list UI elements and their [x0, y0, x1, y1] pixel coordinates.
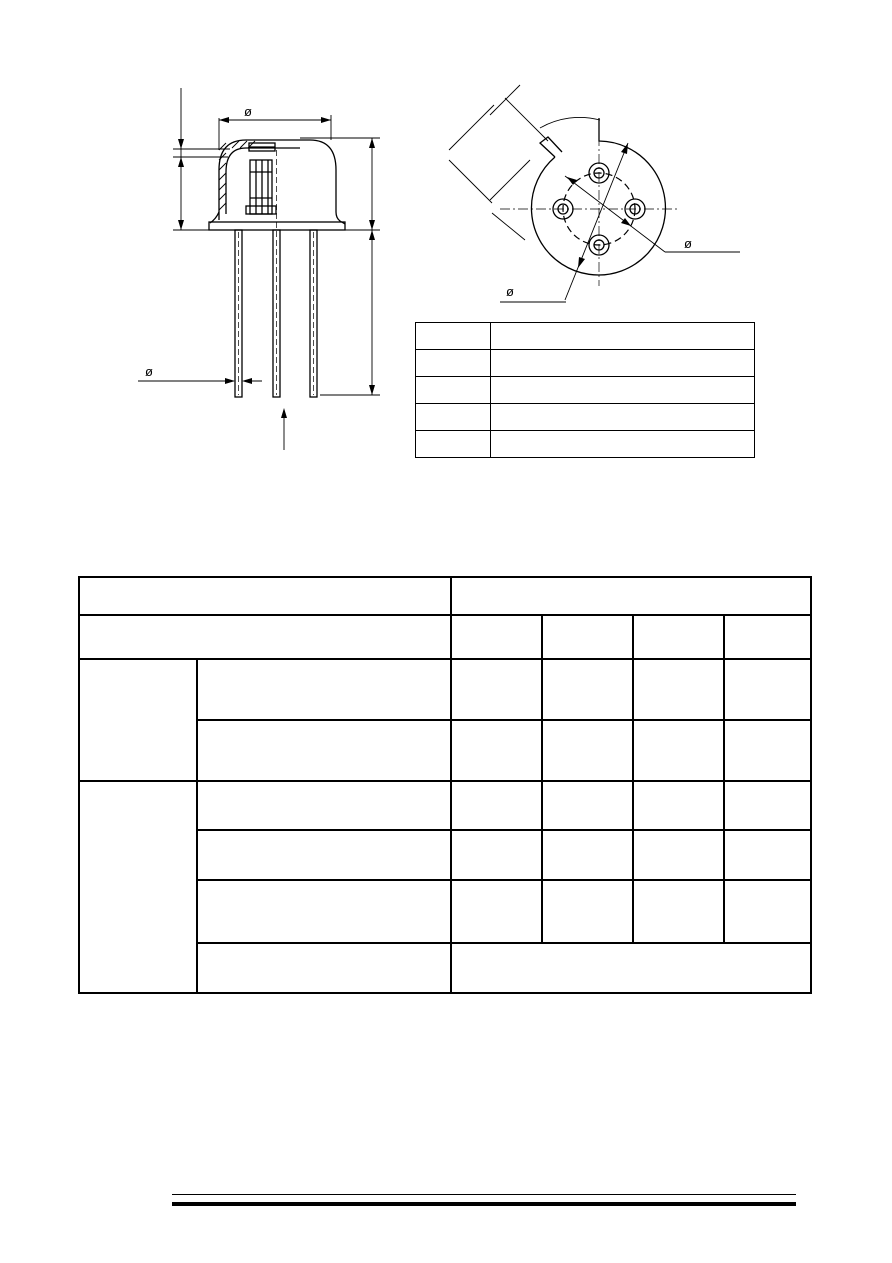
table-cell	[542, 720, 633, 781]
lead-diameter-symbol: ø	[145, 364, 153, 379]
table-cell	[451, 781, 542, 830]
table-cell	[416, 431, 491, 458]
table-header-cell	[79, 577, 451, 615]
table-header-row	[79, 577, 811, 615]
table-cell	[416, 377, 491, 404]
table-group-cell	[79, 659, 197, 781]
table-cell	[633, 659, 724, 720]
table-row	[416, 404, 755, 431]
flange	[209, 222, 345, 230]
table-cell	[491, 404, 755, 431]
table-cell	[451, 830, 542, 880]
table-cell	[416, 323, 491, 350]
table-cell	[491, 431, 755, 458]
table-cell	[197, 781, 451, 830]
table-cell	[724, 720, 811, 781]
table-cell	[491, 323, 755, 350]
table-header-cell	[542, 615, 633, 659]
flange-diameter-symbol: ø	[506, 284, 514, 299]
table-cell	[491, 377, 755, 404]
table-cell	[491, 350, 755, 377]
table-cell	[451, 659, 542, 720]
table-cell	[542, 781, 633, 830]
table-row	[416, 431, 755, 458]
specification-table	[78, 576, 812, 994]
table-header-cell	[633, 615, 724, 659]
table-cell	[542, 659, 633, 720]
table-cell	[633, 880, 724, 943]
table-cell	[633, 720, 724, 781]
table-cell	[724, 781, 811, 830]
table-header-cell	[724, 615, 811, 659]
table-cell	[197, 720, 451, 781]
pin-circle-diameter-symbol: ø	[684, 236, 692, 251]
table-cell	[633, 830, 724, 880]
table-cell	[724, 659, 811, 720]
table-row	[79, 781, 811, 830]
table-cell	[197, 659, 451, 720]
table-cell	[416, 404, 491, 431]
pin-assignment-table	[415, 322, 755, 458]
table-header-cell	[79, 615, 451, 659]
table-cell	[197, 880, 451, 943]
table-group-cell	[79, 781, 197, 993]
table-row	[416, 323, 755, 350]
table-cell	[451, 720, 542, 781]
table-cell	[197, 830, 451, 880]
table-row	[416, 377, 755, 404]
table-cell	[416, 350, 491, 377]
side-view-diameter-symbol: ø	[244, 104, 252, 119]
table-header-cell	[451, 577, 811, 615]
table-row	[416, 350, 755, 377]
footer-rule-thick	[172, 1202, 796, 1206]
footer-rule-thin	[172, 1194, 796, 1195]
table-cell	[451, 880, 542, 943]
table-cell	[633, 781, 724, 830]
table-cell	[197, 943, 451, 993]
bottom-view-drawing	[449, 85, 740, 302]
table-cell	[724, 880, 811, 943]
table-cell	[724, 830, 811, 880]
table-row	[79, 659, 811, 720]
table-cell	[451, 943, 811, 993]
side-view-drawing	[138, 88, 380, 450]
cap-outline	[219, 140, 345, 224]
table-cell	[542, 880, 633, 943]
leads	[235, 230, 317, 397]
table-header-cell	[451, 615, 542, 659]
table-cell	[542, 830, 633, 880]
table-subheader-row	[79, 615, 811, 659]
orientation-tab	[540, 137, 562, 157]
